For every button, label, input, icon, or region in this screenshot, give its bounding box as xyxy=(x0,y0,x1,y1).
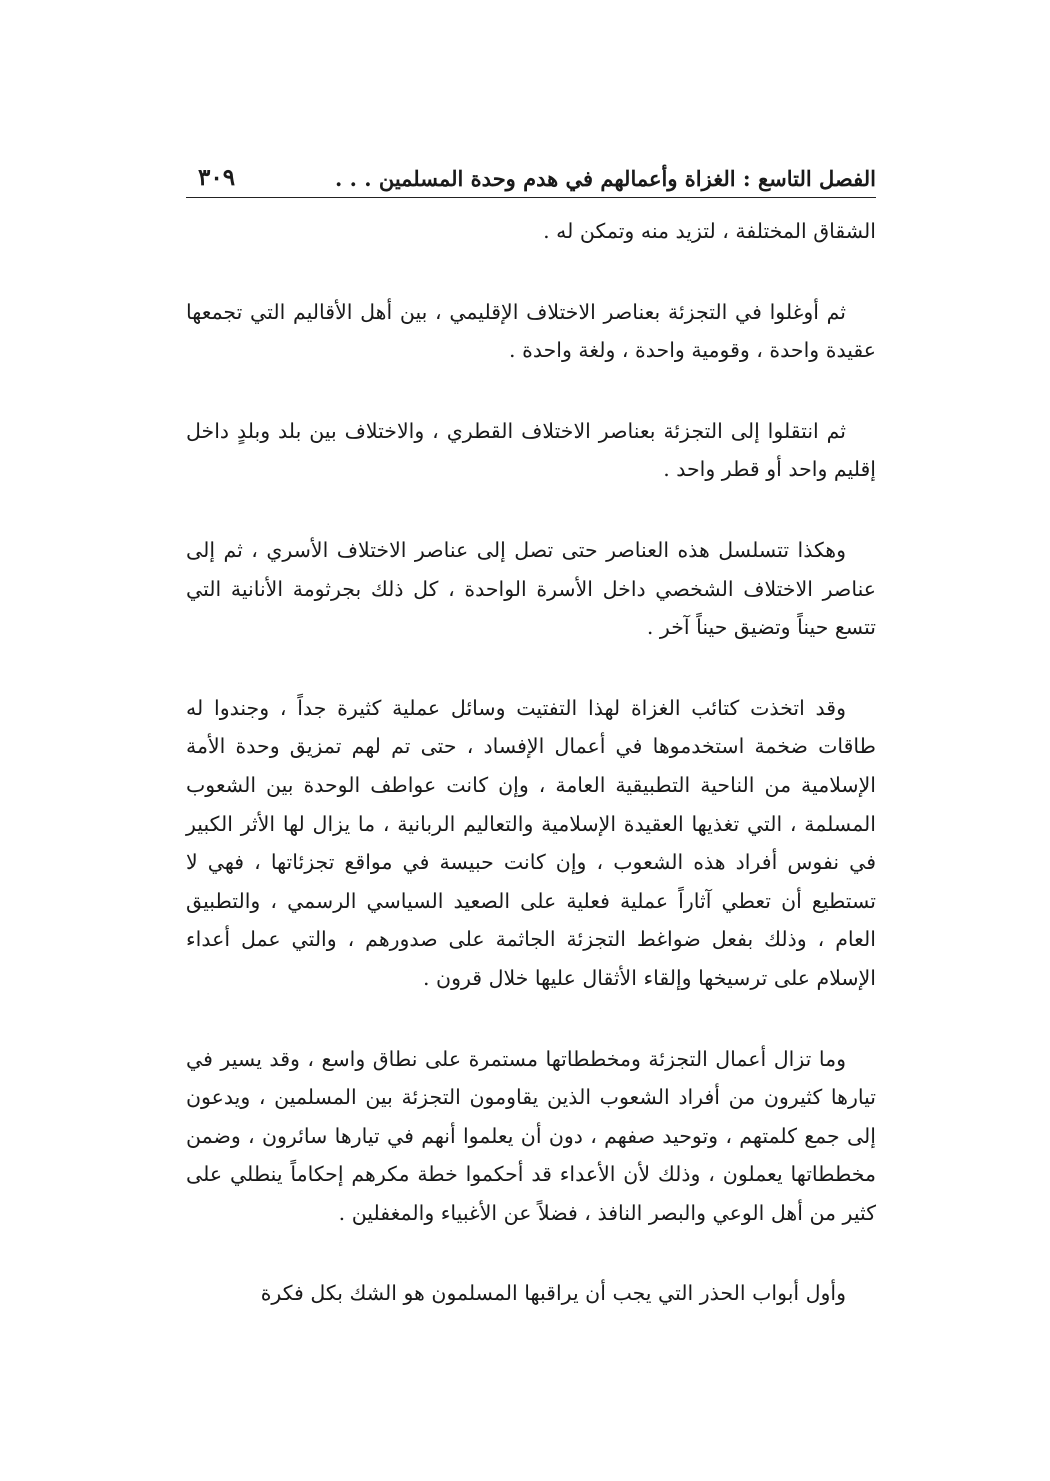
paragraph: الشقاق المختلفة ، لتزيد منه وتمكن له . xyxy=(543,219,876,243)
book-page xyxy=(186,0,876,1481)
paragraph: وما تزال أعمال التجزئة ومخططاتها مستمرة على نطاق واسع ، وقد يسير في تيارها كثيرون من أفراد الشعوب الذين يقاومون التجزئة بين المسلمين ، ويدعون إلى جمع كلمتهم ، وتوحيد صفهم ، دون أن يعلموا أنهم في تيارها سائرون ، وضمن مخططاتها يعملون ، وذلك لأن الأعداء قد أحكموا خطة مكرهم إحكاماً ينطلي على كثير من أهل الوعي والبصر النافذ ، فضلاً عن الأغبياء والمغفلين . xyxy=(186,1046,876,1225)
paragraph: وقد اتخذت كتائب الغزاة لهذا التفتيت وسائل عملية كثيرة جداً ، وجندوا له طاقات ضخمة استخدموها في أعمال الإفساد ، حتى تم لهم تمزيق وحدة الأمة الإسلامية من الناحية التطبيقية العامة ، وإن كانت عواطف الوحدة بين الشعوب المسلمة ، التي تغذيها العقيدة الإسلامية والتعاليم الربانية ، ما يزال لها الأثر الكبير في نفوس أفراد هذه الشعوب ، وإن كانت حبيسة في مواقع تجزئاتها ، فهي لا تستطيع أن تعطي آثاراً عملية فعلية على الصعيد السياسي الرسمي ، والتطبيق العام ، وذلك بفعل ضواغط التجزئة الجاثمة على صدورهم ، والتي عمل أعداء الإسلام على ترسيخها وإلقاء الأثقال عليها خلال قرون . xyxy=(186,695,876,990)
page-body xyxy=(186,212,876,1313)
chapter-title: الفصل التاسع : الغزاة وأعمالهم في هدم وحدة المسلمين . . . xyxy=(334,166,876,191)
running-header xyxy=(186,166,876,196)
paragraph: ثم أوغلوا في التجزئة بعناصر الاختلاف الإقليمي ، بين أهل الأقاليم التي تجمعها عقيدة واحدة ، وقومية واحدة ، ولغة واحدة . xyxy=(186,299,876,363)
header-divider xyxy=(186,197,876,198)
page-number: ٣٠٩ xyxy=(198,164,236,191)
paragraph: وهكذا تتسلسل هذه العناصر حتى تصل إلى عناصر الاختلاف الأسري ، ثم إلى عناصر الاختلاف الشخصي داخل الأسرة الواحدة ، كل ذلك بجرثومة الأنانية التي تتسع حيناً وتضيق حيناً آخر . xyxy=(186,537,876,640)
paragraph: وأول أبواب الحذر التي يجب أن يراقبها المسلمون هو الشك بكل فكرة xyxy=(260,1281,846,1306)
paragraph: ثم انتقلوا إلى التجزئة بعناصر الاختلاف القطري ، والاختلاف بين بلد وبلدٍ داخل إقليم واحد أو قطر واحد . xyxy=(186,418,876,482)
